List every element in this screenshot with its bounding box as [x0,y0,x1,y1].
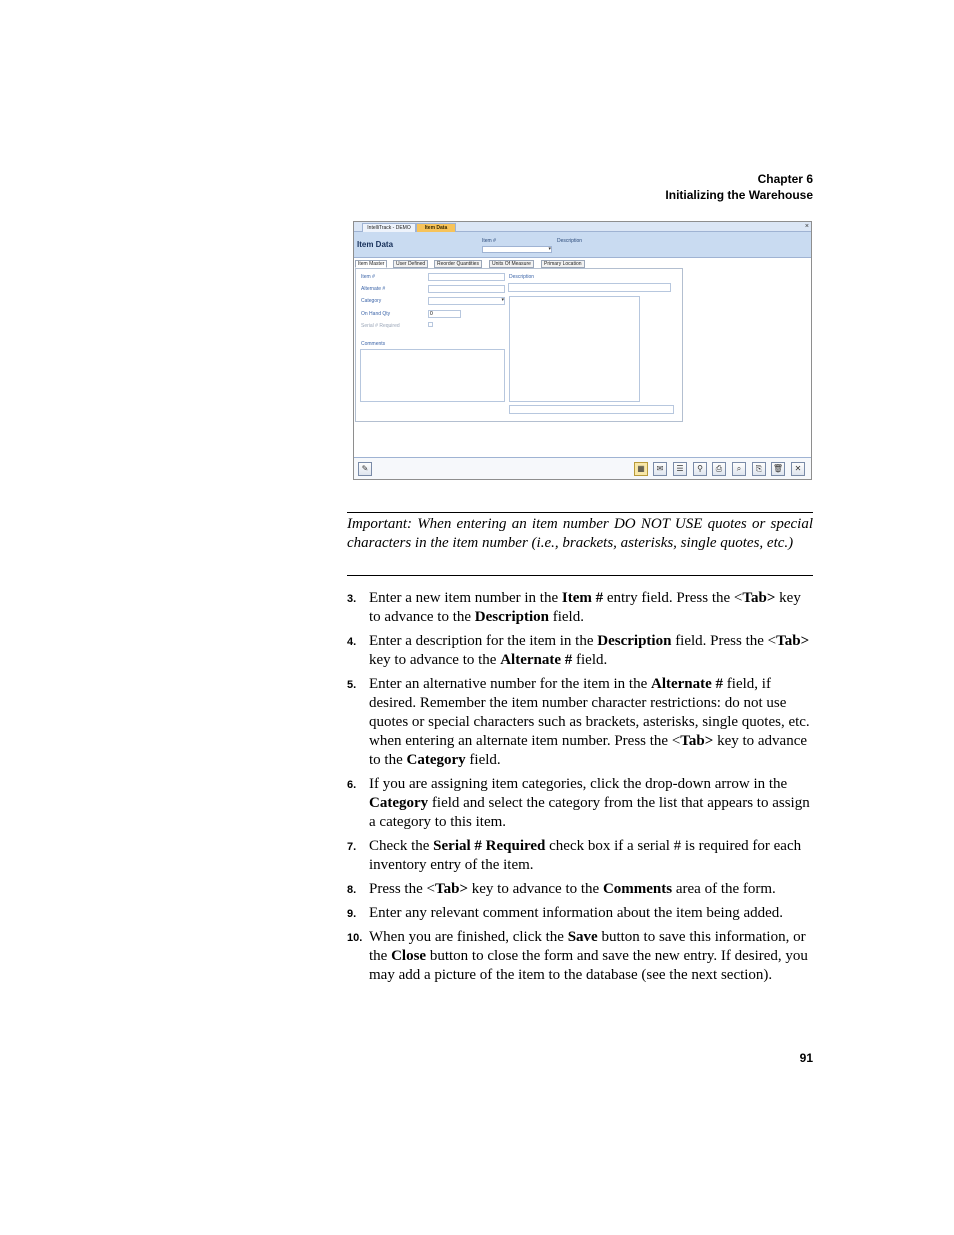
cancel-button[interactable]: ✕ [791,462,805,476]
tab-item-master[interactable]: Item Master [355,260,387,268]
save-button[interactable]: ⎘ [752,462,766,476]
page-number: 91 [799,1051,813,1065]
header-item-label: Item # [482,238,496,244]
picture-box[interactable] [509,296,640,402]
form-header [354,232,811,258]
list-item: 4. Enter a description for the item in the Description field. Press the <Tab> key to advance to the Alternate # field. [347,633,810,668]
comments-textarea[interactable] [360,349,505,402]
copy-button[interactable]: ✉ [653,462,667,476]
alternate-input[interactable] [428,285,505,293]
on-hand-label: On Hand Qty [361,311,391,317]
list-item: 8. Press the <Tab> key to advance to the Comments area of the form. [347,881,776,897]
serial-required-label: Serial # Required [361,323,400,329]
note-rule-top [347,512,813,513]
new-record-button[interactable]: ▦ [634,462,648,476]
edit-icon[interactable]: ✎ [358,462,372,476]
chapter-label: Chapter 6 [757,172,813,186]
important-note: Important: When entering an item number DO NOT USE quotes or special characters in the item number (i.e., brackets, asterisks, single quotes, etc.) [347,516,813,551]
document-tab-bar [354,222,811,232]
list-item: 6. If you are assigning item categories, click the drop-down arrow in the Category field and select the category from the list that appears to assign a category to this item. [347,776,810,830]
picture-path-input[interactable] [509,405,674,414]
form-title: Item Data [357,240,394,249]
tab-units-of-measure[interactable]: Units Of Measure [489,260,534,268]
on-hand-input[interactable]: 0 [428,310,461,318]
category-select[interactable] [428,297,505,305]
chevron-down-icon[interactable]: ▾ [501,297,504,303]
lookup-button[interactable]: ⚲ [693,462,707,476]
header-item-select[interactable] [482,246,552,253]
tab-primary-location[interactable]: Primary Location [541,260,585,268]
chevron-down-icon[interactable]: ▾ [548,246,551,252]
list-button[interactable]: ☰ [673,462,687,476]
description-label: Description [509,274,535,280]
close-icon[interactable]: × [804,223,809,230]
item-input[interactable] [428,273,505,281]
alternate-label: Alternate # [361,286,386,292]
delete-button[interactable]: 🗑 [771,462,785,476]
list-item: 3. Enter a new item number in the Item # entry field. Press the <Tab> key to advance to the Description field. [347,590,801,625]
note-rule-bottom [347,575,813,576]
list-item: 5. Enter an alternative number for the item in the Alternate # field, if desired. Remember the item number character restrictions: do not use quotes or special characters such as brackets, asterisks, single quotes, etc. when entering an alternate item number. Press the <Tab> key to advance to the Category field. [347,676,810,768]
tab-user-defined[interactable]: User Defined [393,260,428,268]
form-toolbar [354,457,811,479]
section-title: Initializing the Warehouse [665,188,813,202]
print-button[interactable]: ⌕ [732,462,746,476]
list-item: 7. Check the Serial # Required check box if a serial # is required for each inventory entry of the item. [347,838,802,873]
tab-reorder-quantities[interactable]: Reorder Quantities [434,260,482,268]
header-description-label: Description [557,238,583,244]
serial-required-checkbox[interactable] [428,322,433,327]
description-input[interactable] [508,283,671,292]
report-button[interactable]: ⎙ [712,462,726,476]
list-item: 10. When you are finished, click the Save button to save this information, or the Close button to close the form and save the new entry. If desired, you may add a picture of the item to the database (see the next section). [347,929,808,983]
item-label: Item # [361,274,375,280]
list-item: 9. Enter any relevant comment information about the item being added. [347,905,784,921]
item-data-screenshot [353,221,812,480]
comments-label: Comments [361,341,386,347]
category-label: Category [361,298,382,304]
item-master-panel [355,268,683,422]
procedure-steps [347,589,813,990]
doc-tab-item-data[interactable]: Item Data [416,223,456,232]
doc-tab-intellitrack[interactable]: IntelliTrack - DEMO [362,223,416,232]
